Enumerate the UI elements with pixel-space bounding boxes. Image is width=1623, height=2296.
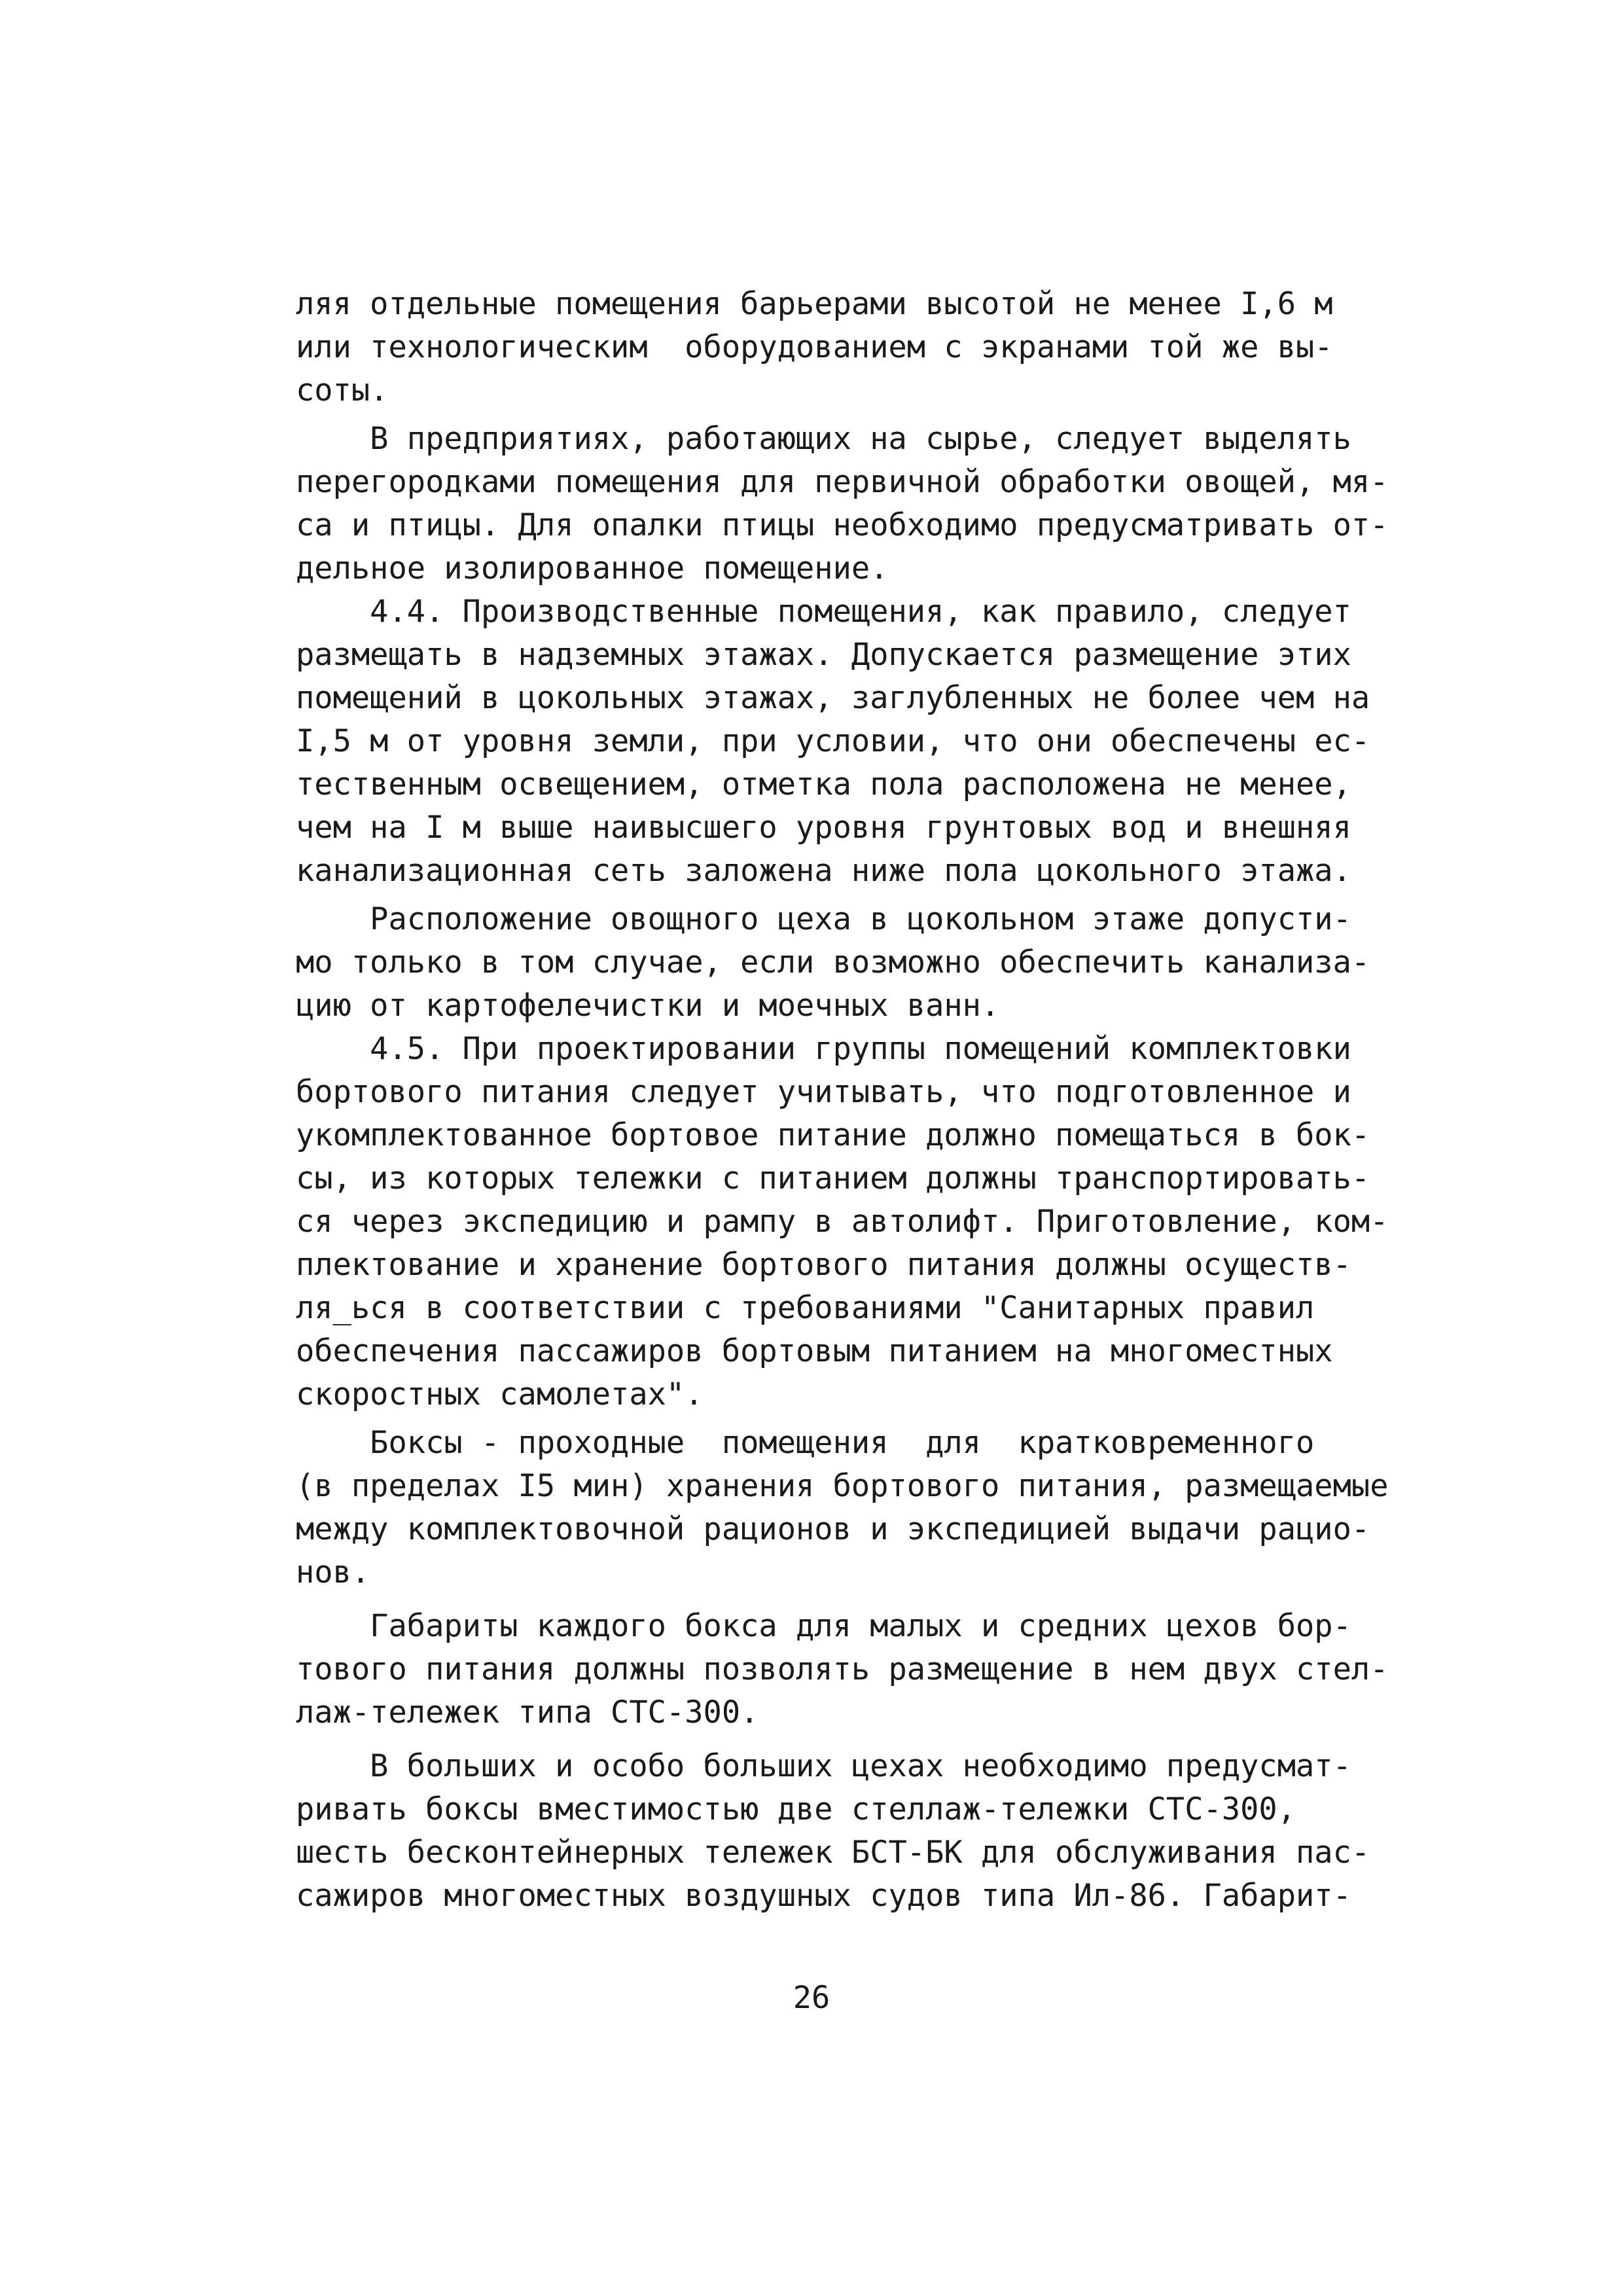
text-line: тественным освещением, отметка пола расположена не менее, (296, 766, 1351, 802)
section-4-4-first-line: 4.4. Производственные помещения, как правило, следует (296, 594, 1351, 630)
text-line: помещений в цокольных этажах, заглубленных не более чем на (296, 680, 1370, 716)
text-line: ривать боксы вместимостью две стеллаж-тележки СТС-300, (296, 1791, 1296, 1827)
text-line: лаж-тележек типа СТС-300. (296, 1695, 759, 1731)
text-line: дельное изолированное помещение. (296, 550, 889, 586)
text-line: плектование и хранение бортового питания должны осуществ- (296, 1247, 1351, 1283)
page-number: 26 (793, 1980, 830, 2016)
text-line: размещать в надземных этажах. Допускается размещение этих (296, 637, 1351, 673)
text-line: бортового питания следует учитывать, что подготовленное и (296, 1074, 1351, 1110)
section-4-5-first-line: 4.5. При проектировании группы помещений комплектовки (296, 1031, 1351, 1067)
text-line: сы, из которых тележки с питанием должны транспортировать- (296, 1160, 1370, 1196)
text-line: перегородками помещения для первичной обработки овощей, мя- (296, 464, 1389, 500)
text-line: ся через экспедицию и рампу в автолифт. Приготовление, ком- (296, 1204, 1389, 1240)
paragraph-first-line: Габариты каждого бокса для малых и средних цехов бор- (296, 1608, 1351, 1644)
text-line: обеспечения пассажиров бортовым питанием на многоместных (296, 1333, 1333, 1369)
text-line: цию от картофелечистки и моечных ванн. (296, 988, 1000, 1024)
text-line: тового питания должны позволять размещение в нем двух стел- (296, 1651, 1389, 1687)
text-line: нов. (296, 1554, 370, 1590)
text-line: ляя отдельные помещения барьерами высотой не менее I,6 м (296, 286, 1333, 322)
body-text (296, 283, 1389, 1918)
text-line: соты. (296, 372, 389, 408)
text-line: канализационная сеть заложена ниже пола цокольного этажа. (296, 853, 1351, 889)
text-line: I,5 м от уровня земли, при условии, что они обеспечены ес- (296, 723, 1370, 759)
text-line: шесть бесконтейнерных тележек БСТ-БК для обслуживания пас- (296, 1835, 1370, 1871)
text-line: между комплектовочной рационов и экспедицией выдачи рацио- (296, 1511, 1370, 1547)
paragraph-first-line: В больших и особо больших цехах необходимо предусмат- (296, 1748, 1351, 1784)
text-line: или технологическим оборудованием с экранами той же вы- (296, 329, 1333, 365)
paragraph-first-line: В предприятиях, работающих на сырье, следует выделять (296, 421, 1351, 457)
text-line: мо только в том случае, если возможно обеспечить канализа- (296, 944, 1370, 980)
text-line: укомплектованное бортовое питание должно помещаться в бок- (296, 1117, 1370, 1153)
text-line: ля_ься в соответствии с требованиями "Санитарных правил (296, 1290, 1315, 1326)
text-line: са и птицы. Для опалки птицы необходимо предусматривать от- (296, 507, 1389, 543)
paragraph-first-line: Боксы - проходные помещения для кратковременного (296, 1425, 1315, 1461)
text-line: чем на I м выше наивысшего уровня грунтовых вод и внешняя (296, 810, 1351, 846)
text-line: (в пределах I5 мин) хранения бортового питания, размещаемые (296, 1468, 1389, 1504)
paragraph-first-line: Расположение овощного цеха в цокольном этаже допусти- (296, 901, 1351, 937)
text-line: сажиров многоместных воздушных судов типа Ил-86. Габарит- (296, 1878, 1351, 1914)
text-line: скоростных самолетах". (296, 1376, 704, 1412)
